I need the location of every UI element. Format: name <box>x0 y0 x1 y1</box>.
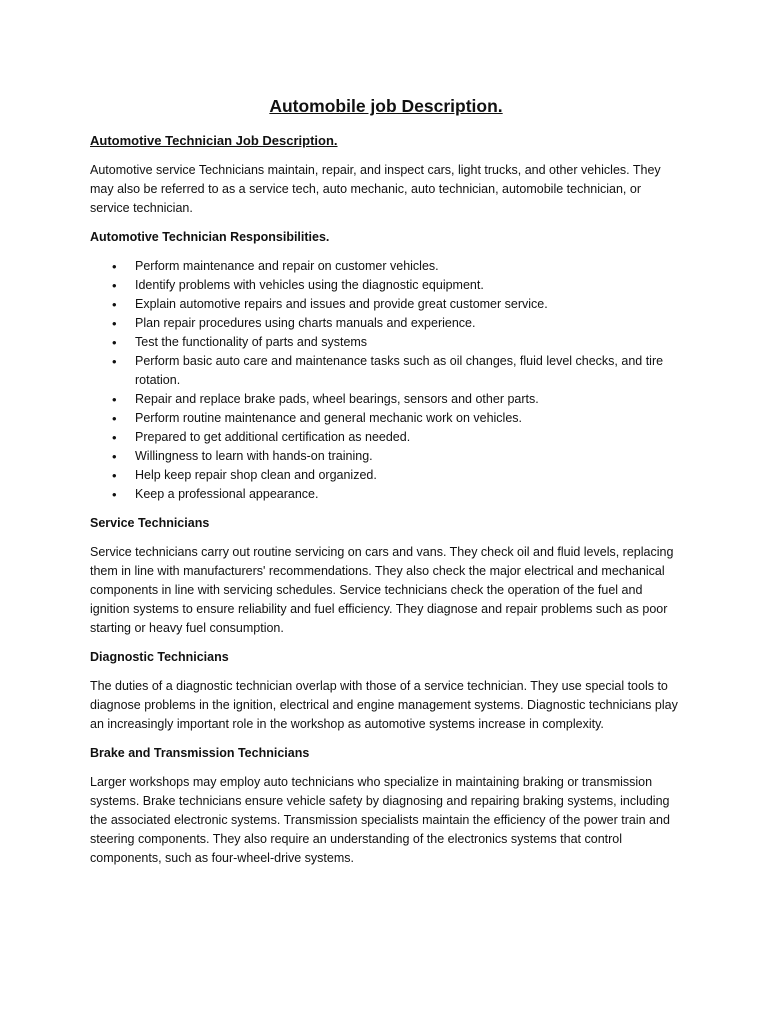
list-item: • Identify problems with vehicles using the diagnostic equipment. <box>90 276 682 295</box>
list-item: • Keep a professional appearance. <box>90 485 682 504</box>
document-subtitle: Automotive Technician Job Description. <box>90 133 338 148</box>
list-item: • Explain automotive repairs and issues and provide great customer service. <box>90 295 682 314</box>
responsibilities-list <box>90 257 682 504</box>
intro-paragraph: Automotive service Technicians maintain, repair, and inspect cars, light trucks, and other vehicles. They may also be referred to as a service tech, auto mechanic, auto technician, automobile technician, or service technician. <box>90 163 661 215</box>
list-item: • Repair and replace brake pads, wheel bearings, sensors and other parts. <box>90 390 682 409</box>
list-item: • Test the functionality of parts and systems <box>90 333 682 352</box>
section-body-service-technicians: Service technicians carry out routine servicing on cars and vans. They check oil and fluid levels, replacing them in line with manufacturers' recommendations. They also check the major electrical and mechanical components in line with servicing schedules. Service technicians check the operation of the fuel and ignition systems to ensure reliability and fuel efficiency. They diagnose and repair problems such as poor starting or heavy fuel consumption. <box>90 545 674 635</box>
section-heading-diagnostic-technicians: Diagnostic Technicians <box>90 650 229 664</box>
list-item: • Plan repair procedures using charts manuals and experience. <box>90 314 682 333</box>
document-body <box>90 94 682 878</box>
section-body-brake-transmission-technicians: Larger workshops may employ auto technicians who specialize in maintaining braking or transmission systems. Brake technicians ensure vehicle safety by diagnosing and repairing braking systems, including the associated electronic systems. Transmission specialists maintain the efficiency of the power train and steering components. They also require an understanding of the electronics systems that control components, such as four-wheel-drive systems. <box>90 775 670 865</box>
list-item: • Perform maintenance and repair on customer vehicles. <box>90 257 682 276</box>
document-title: Automobile job Description. <box>269 96 503 116</box>
list-item: • Prepared to get additional certification as needed. <box>90 428 682 447</box>
list-item: • Willingness to learn with hands-on training. <box>90 447 682 466</box>
section-body-diagnostic-technicians: The duties of a diagnostic technician overlap with those of a service technician. They use special tools to diagnose problems in the ignition, electrical and engine management systems. Diagnostic technicians play an increasingly important role in the workshop as automotive systems increase in complexity. <box>90 679 678 731</box>
section-heading-brake-transmission-technicians: Brake and Transmission Technicians <box>90 746 310 760</box>
list-item: • Perform routine maintenance and general mechanic work on vehicles. <box>90 409 682 428</box>
responsibilities-heading: Automotive Technician Responsibilities. <box>90 230 330 244</box>
section-heading-service-technicians: Service Technicians <box>90 516 210 530</box>
list-item: • Help keep repair shop clean and organized. <box>90 466 682 485</box>
list-item: • Perform basic auto care and maintenance tasks such as oil changes, fluid level checks, and tire rotation. <box>90 352 682 390</box>
